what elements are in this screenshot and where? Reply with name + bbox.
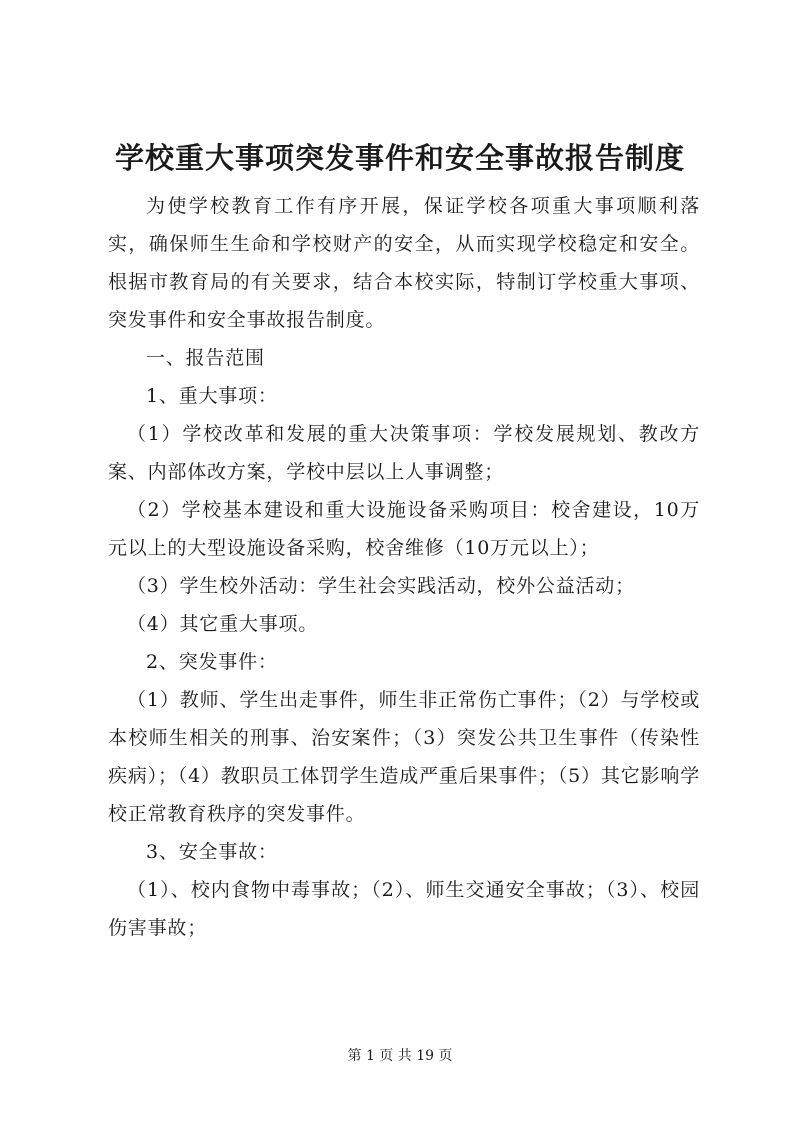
page-number-footer: 第 1 页 共 19 页 bbox=[347, 1048, 453, 1064]
major-matters-item-2: （2）学校基本建设和重大设施设备采购项目：校舍建设，10万元以上的大型设施设备采购，校舍维修（10万元以上）； bbox=[108, 499, 700, 559]
subsection-major-matters: 1、重大事项： bbox=[146, 385, 278, 407]
major-matters-item-3: （3）学生校外活动：学生社会实践活动，校外公益活动； bbox=[127, 575, 635, 597]
section-heading-report-scope: 一、报告范围 bbox=[146, 347, 265, 369]
major-matters-item-1: （1）学校改革和发展的重大决策事项：学校发展规划、教改方案、内部体改方案，学校中层以上人事调整； bbox=[108, 423, 700, 483]
document-body bbox=[108, 187, 700, 947]
subsection-emergencies: 2、突发事件： bbox=[146, 651, 278, 673]
safety-accidents-items: （1）、校内食物中毒事故；（2）、师生交通安全事故；（3）、校园伤害事故； bbox=[108, 879, 700, 939]
document-title: 学校重大事项突发事件和安全事故报告制度 bbox=[114, 141, 685, 175]
subsection-safety-accidents: 3、安全事故： bbox=[146, 841, 278, 863]
intro-paragraph: 为使学校教育工作有序开展，保证学校各项重大事项顺利落实，确保师生生命和学校财产的安全，从而实现学校稳定和安全。根据市教育局的有关要求，结合本校实际，特制订学校重大事项、突发事件和安全事故报告制度。 bbox=[108, 195, 700, 331]
emergencies-items: （1）教师、学生出走事件，师生非正常伤亡事件；（2）与学校或本校师生相关的刑事、治安案件；（3）突发公共卫生事件（传染性疾病）；（4）教职员工体罚学生造成严重后果事件；（5）其它影响学校正常教育秩序的突发事件。 bbox=[108, 689, 700, 825]
major-matters-item-4: （4）其它重大事项。 bbox=[127, 613, 319, 635]
